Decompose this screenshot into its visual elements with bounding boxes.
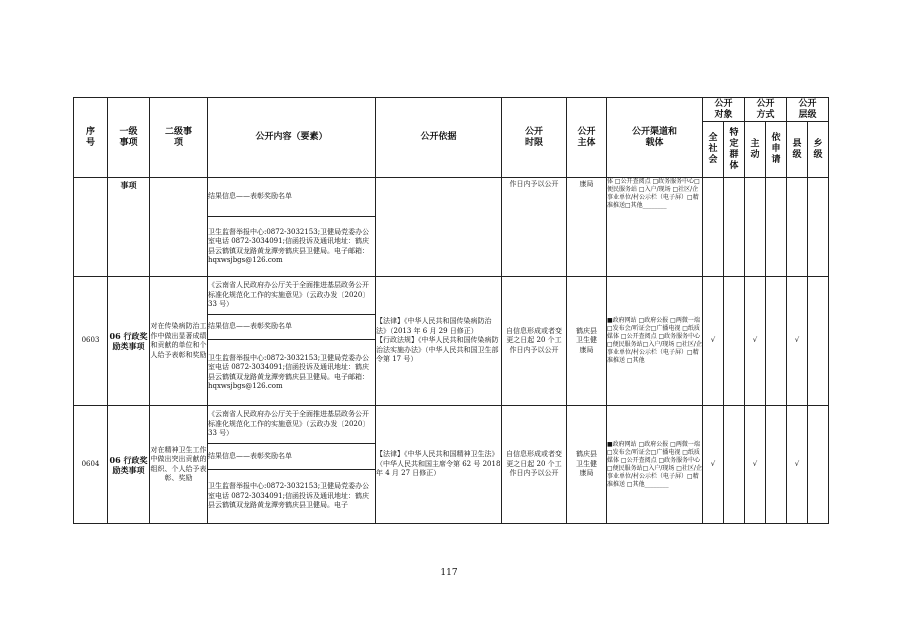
cont-channel: 体 □公开查阅点 □政务服务中心□便民服务站 □入户/现场 □社区/企事业单位/村公示栏（电子屏）□精准推送□其他________ bbox=[607, 178, 703, 277]
header-level-town: 乡级 bbox=[808, 122, 829, 178]
row-timeframe: 自信息形成或者变更之日起 20 个工作日内予以公开 bbox=[502, 406, 567, 524]
row-subject: 鹤庆县卫生健康局 bbox=[567, 277, 607, 406]
row-level2: 对在传染病防治工作中做出显著成绩和贡献的单位和个人给予表彰和奖励 bbox=[150, 277, 208, 406]
table-row bbox=[74, 277, 829, 315]
row-content-result: 结果信息——表彰奖励名单 bbox=[208, 444, 376, 470]
table-row bbox=[74, 406, 829, 444]
row-audience-all: √ bbox=[703, 406, 724, 524]
row-content-policy: 《云南省人民政府办公厅关于全面推进基层政务公开标准化规范化工作的实施意见》（云政办发〔2020〕33 号） bbox=[208, 406, 376, 444]
row-content-result: 结果信息——表彰奖励名单 bbox=[208, 315, 376, 340]
cont-level-town bbox=[808, 178, 829, 277]
row-channel: ■政府网站 □政府公报 □两微一端□发布会/听证会□广播电视 □纸质媒体 □公开查阅点 □政务服务中心□便民服务站□入户/现场 □社区/企事业单位/村公示栏（电子屏）□精准推送 □其他 bbox=[607, 277, 703, 406]
header-audience-specific: 特定群体 bbox=[724, 122, 745, 178]
header-level2: 二级事项 bbox=[150, 98, 208, 178]
header-level1: 一级事项 bbox=[108, 98, 150, 178]
header-method-request: 依申请 bbox=[766, 122, 787, 178]
header-channel: 公开渠道和载体 bbox=[607, 98, 703, 178]
row-level-town bbox=[808, 277, 829, 406]
cont-level2 bbox=[150, 178, 208, 277]
row-content-contact: 卫生监督举报中心:0872-3032153;卫健局党委办公室电话 0872-3034091;信函投诉及通讯地址：鹤庆县云鹤镇双龙路黄龙潭旁鹤庆县卫健局。电子邮箱：hqxwsjbgs@126.com bbox=[208, 340, 376, 406]
page-number: 117 bbox=[440, 568, 458, 578]
row-method-active: √ bbox=[745, 277, 766, 406]
header-level-county: 县级 bbox=[787, 122, 808, 178]
cont-level-county bbox=[787, 178, 808, 277]
cont-level1: 事项 bbox=[108, 178, 150, 277]
row-level-county: √ bbox=[787, 406, 808, 524]
cont-audience-all bbox=[703, 178, 724, 277]
header-audience: 公开对象 bbox=[703, 98, 745, 122]
row-basis: 【法律】《中华人民共和国传染病防治法》（2013 年 6 月 29 日修正） 【行政法规】《中华人民共和国传染病防治法实施办法》（中华人民共和国卫生部令第 17 号） bbox=[376, 277, 502, 406]
cont-method-request bbox=[766, 178, 787, 277]
table-row-continued bbox=[74, 178, 829, 217]
row-level1: 06 行政奖励类事项 bbox=[108, 277, 150, 406]
row-basis: 【法律】《中华人民共和国精神卫生法》（中华人民共和国主席令第 62 号 2018 年 4 月 27 日修正） bbox=[376, 406, 502, 524]
disclosure-table bbox=[73, 97, 829, 524]
cont-subject: 康局 bbox=[567, 178, 607, 277]
row-seq: 0603 bbox=[74, 277, 108, 406]
row-channel: ■政府网站 □政府公报 □两微一端□发布会/听证会□广播电视 □纸质媒体 □公开查阅点 □政务服务中心□便民服务站□入户/现场 □社区/企事业单位/村公示栏（电子屏）□精准推送 □其他________ bbox=[607, 406, 703, 524]
row-level-town bbox=[808, 406, 829, 524]
row-audience-specific bbox=[724, 406, 745, 524]
header-basis: 公开依据 bbox=[376, 98, 502, 178]
header-method-active: 主动 bbox=[745, 122, 766, 178]
cont-timeframe: 作日内予以公开 bbox=[502, 178, 567, 277]
row-audience-specific bbox=[724, 277, 745, 406]
row-level-county: √ bbox=[787, 277, 808, 406]
row-subject: 鹤庆县卫生健康局 bbox=[567, 406, 607, 524]
cont-content-result: 结果信息——表彰奖励名单 bbox=[208, 178, 376, 217]
header-subject: 公开主体 bbox=[567, 98, 607, 178]
row-audience-all: √ bbox=[703, 277, 724, 406]
cont-content-contact: 卫生监督举报中心:0872-3032153;卫健局党委办公室电话 0872-3034091;信函投诉及通讯地址：鹤庆县云鹤镇双龙路黄龙潭旁鹤庆县卫健局。电子邮箱：hqxwsjbgs@126.com bbox=[208, 217, 376, 277]
row-level1: 06 行政奖励类事项 bbox=[108, 406, 150, 524]
cont-basis bbox=[376, 178, 502, 277]
header-audience-all: 全社会 bbox=[703, 122, 724, 178]
header-timeframe: 公开时限 bbox=[502, 98, 567, 178]
cont-seq bbox=[74, 178, 108, 277]
cont-method-active bbox=[745, 178, 766, 277]
header-content: 公开内容（要素） bbox=[208, 98, 376, 178]
row-method-active: √ bbox=[745, 406, 766, 524]
row-method-request bbox=[766, 406, 787, 524]
row-content-contact: 卫生监督举报中心:0872-3032153;卫健局党委办公室电话 0872-3034091;信函投诉及通讯地址：鹤庆县云鹤镇双龙路黄龙潭旁鹤庆县卫健局。电子 bbox=[208, 470, 376, 524]
row-timeframe: 自信息形成或者变更之日起 20 个工作日内予以公开 bbox=[502, 277, 567, 406]
cont-audience-specific bbox=[724, 178, 745, 277]
row-level2: 对在精神卫生工作中做出突出贡献的组织、个人给予表彰、奖励 bbox=[150, 406, 208, 524]
row-content-policy: 《云南省人民政府办公厅关于全面推进基层政务公开标准化规范化工作的实施意见》（云政办发〔2020〕33 号） bbox=[208, 277, 376, 315]
header-method: 公开方式 bbox=[745, 98, 787, 122]
header-level: 公开层级 bbox=[787, 98, 829, 122]
row-seq: 0604 bbox=[74, 406, 108, 524]
header-seq: 序号 bbox=[74, 98, 108, 178]
row-method-request bbox=[766, 277, 787, 406]
